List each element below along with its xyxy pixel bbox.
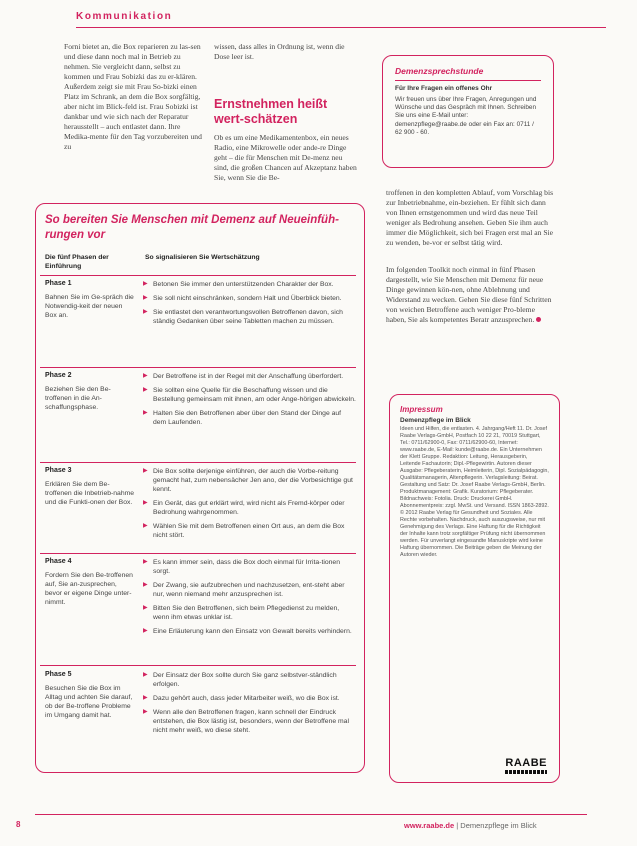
phase-name: Phase 1 bbox=[45, 280, 72, 287]
phase-bullet: ▶ Der Zwang, sie aufzubrechen und nachzusetzen, ent-steht aber nur, wenn niemand mehr anzusprechen ist. bbox=[143, 581, 356, 599]
footer-tagline: Demenzpflege im Blick bbox=[460, 821, 537, 830]
intro-mid-text: wissen, dass alles in Ordnung ist, wenn die Dose leer ist. bbox=[214, 42, 345, 61]
raabe-logo-stripes bbox=[505, 770, 547, 774]
phase-cell bbox=[45, 558, 135, 607]
page-number: 8 bbox=[16, 820, 21, 829]
phase-bullet: ▶ Der Einsatz der Box sollte durch Sie ganz selbstver-ständlich erfolgen. bbox=[143, 671, 356, 689]
phase-description: Beziehen Sie den Be-troffenen in die An-schaffungsphase. bbox=[45, 386, 111, 411]
phase-description: Fordern Sie den Be-troffenen auf, Sie an-zusprechen, bevor er eigene Dinge unter-nimmt. bbox=[45, 572, 133, 606]
phase-description: Bahnen Sie im Ge-spräch die Notwendig-keit der neuen Box an. bbox=[45, 294, 134, 319]
phase-description: Besuchen Sie die Box im Alltag und achten Sie darauf, ob der Be-troffene Probleme im Umgang damit hat. bbox=[45, 685, 133, 719]
phase-name: Phase 2 bbox=[45, 372, 72, 379]
phase-name: Phase 3 bbox=[45, 467, 72, 474]
phase-bullet: ▶ Wenn alle den Betroffenen fragen, kann schnell der Eindruck entstehen, die Box lästig ist, besonders, wenn der Betroffene mal nicht mehr weiß, wo diese steht. bbox=[143, 708, 356, 735]
demenz-box-title: Demenzsprechstunde bbox=[395, 66, 484, 76]
phase-bullet: ▶ Es kann immer sein, dass die Box doch einmal für Irrita-tionen sorgt. bbox=[143, 558, 356, 576]
footer-rule bbox=[35, 814, 587, 815]
demenz-box-rule bbox=[395, 80, 541, 81]
right-body-text-2 bbox=[386, 265, 554, 325]
phase-bullets bbox=[143, 280, 356, 331]
footer-url[interactable]: www.raabe.de bbox=[404, 821, 455, 830]
phase-bullet: ▶ Der Betroffene ist in der Regel mit der Anschaffung überfordert. bbox=[143, 372, 356, 381]
phase-bullet: ▶ Sie entlastet den verantwortungsvollen Betroffenen davon, sich ständig Gedanken über seine Tabletten machen zu müssen. bbox=[143, 308, 356, 326]
phase-separator bbox=[40, 462, 356, 463]
phase-bullet: ▶ Die Box sollte derjenige einführen, der auch die Vorbe-reitung gemacht hat, zum nebensächer Jen ano, der die Vorbesichtige gut kennt. bbox=[143, 467, 356, 494]
phase-bullet: ▶ Sie sollten eine Quelle für die Beschaffung wissen und die Bestellung gemeinsam mit ihnen, am oder Ange-hörigen abwickeln. bbox=[143, 386, 356, 404]
header-separator bbox=[40, 275, 356, 276]
phase-bullet: ▶ Eine Erläuterung kann den Einsatz von Gewalt bereits verhindern. bbox=[143, 627, 356, 636]
phase-bullet: ▶ Ein Gerät, das gut erklärt wird, wird nicht als Fremd-körper oder Bedrohung wahrgenommen. bbox=[143, 499, 356, 517]
phase-cell bbox=[45, 372, 135, 412]
phase-bullets bbox=[143, 558, 356, 641]
phase-description: Erklären Sie dem Be-troffenen die Inbetrieb-nahme und die Funkti-onen der Box. bbox=[45, 481, 135, 506]
toolkit-title: So bereiten Sie Menschen mit Demenz auf Neueinfüh-rungen vor bbox=[45, 214, 339, 241]
col-header-phases: Die fünf Phasen der Einführung bbox=[45, 254, 109, 270]
raabe-logo-text: RAABE bbox=[505, 757, 547, 769]
raabe-logo bbox=[505, 757, 547, 774]
impressum-subtitle: Demenzpflege im Blick bbox=[400, 417, 471, 424]
phase-cell bbox=[45, 280, 135, 320]
end-mark bbox=[536, 317, 541, 322]
phase-cell bbox=[45, 671, 135, 720]
phase-bullet: ▶ Halten Sie den Betroffenen aber über den Stand der Dinge auf dem Laufenden. bbox=[143, 409, 356, 427]
footer-right bbox=[404, 821, 537, 830]
phase-name: Phase 4 bbox=[45, 558, 72, 565]
section-subhead: Ernstnehmen heißt wert-schätzen bbox=[214, 97, 328, 126]
phase-separator bbox=[40, 553, 356, 554]
phase-cell bbox=[45, 467, 135, 507]
right-body-text-2-content: Im folgenden Toolkit noch einmal in fünf Phasen dargestellt, wie Sie Menschen mit Demenz für neue Dinge gewinnen kön-nen, ohne Ablehnung und Widerstand zu wecken. Gehen Sie diese fünf Schritten von weichen Betroffene auch weniger Pro-bleme haben, Sie als kompetentes Beratr anzusprechen. bbox=[386, 265, 552, 324]
col-header-wertschaetzung: So signalisieren Sie Wertschätzung bbox=[145, 254, 260, 261]
demenz-box-subtitle: Für Ihre Fragen ein offenes Ohr bbox=[395, 85, 493, 92]
section-label: Kommunikation bbox=[76, 11, 173, 22]
phase-bullets bbox=[143, 467, 356, 545]
phase-bullet: ▶ Betonen Sie immer den unterstützenden Charakter der Box. bbox=[143, 280, 356, 289]
intro-left-text: Forni bietet an, die Box reparieren zu las-sen und diese dann noch mal in Betrieb zu nehmen. Sie vergleicht dann, selbst zu kommen und Frau Sobizki das zu er-klären. Außerdem zeigt sie mit Frau So-bizki einen Platz im Schrank, an dem die Box sorgfältig, aber nicht im Blick-feld ist. Frau Sobizki ist dankbar und wie sich nach der Reparatur herausstellt – auch entlastet dann. Ihre Medika-mente für den Tag vorzubereiten und zu bbox=[64, 42, 202, 151]
impressum-box bbox=[389, 394, 560, 783]
impressum-text: Ideen und Hilfen, die entlasten. 4. Jahrgang/Heft 11. Dr. Josef Raabe Verlags-GmbH, Postfach 10 22 21, 70019 Stuttgart, Tel.: 0711/62900-0, Fax: 0711/62900-60, Internet: www.raabe.de, E-Mail: kunde@raabe.de. Ein Unternehmen der Klett Gruppe. Redaktion: Leitung, Herausgeberin, Leitende Fachautorin; Dipl.-Pflegewirtin. Autoren dieser Ausgabe: Pflegeberaterin, Heimleiterin, Dipl. Sozialpädagogin, Qualitätsmanagerin, Altenpflegerin. Verlagsleitung: Beirat. Gestaltung und Satz: Dr. Josef Raabe Verlags-GmbH, Berlin. Produktmanagement: Grafik. Kuratorium: Pflegeberater. Bildnachweis: Fotolia. Druck: Druckerei GmbH. Abonnementpreis: zzgl. MwSt. und Versand. ISSN 1863-2892. © 2012 Raabe Verlag für Gesundheit und Soziales. Alle Rechte vorbehalten. Nachdruck, auch auszugsweise, nur mit Genehmigung des Verlags. Eine Haftung für die Richtigkeit der Inhalte kann trotz sorgfältiger Prüfung nicht übernommen werden. Für unverlangt eingesandte Manuskripte wird keine Haftung übernommen. Die Beiträge geben die Meinung der Autoren wieder. bbox=[400, 426, 549, 558]
phase-separator bbox=[40, 367, 356, 368]
phase-bullets bbox=[143, 372, 356, 432]
footer-sep: | bbox=[456, 821, 459, 830]
demenz-box-text: Wir freuen uns über Ihre Fragen, Anregungen und Wünsche und das Gespräch mit Ihnen. Schreiben Sie uns eine E-Mail unter: demenzpflege@raabe.de oder ein Fax an: 0711 / 62 900 - 60. bbox=[395, 96, 537, 136]
demenz-box bbox=[382, 55, 554, 168]
right-body-text: troffenen in den kompletten Ablauf, vom Vorschlag bis zur Inbetriebnahme, ein-beziehen. Er fühlt sich dann von Ihnen ernstgenommen und wird das neue Teil weniger als Bedrohung ansehen. Geben Sie ihm auch immer die Möglichkeit, sich bei Fragen erst mal an Sie zu wenden, be-vor er selbst tätig wird. bbox=[386, 188, 554, 247]
phase-name: Phase 5 bbox=[45, 671, 72, 678]
phase-bullet: ▶ Bitten Sie den Betroffenen, sich beim Pflegedienst zu melden, wenn ihm etwas unklar ist. bbox=[143, 604, 356, 622]
impressum-title: Impressum bbox=[400, 405, 443, 414]
phase-bullets bbox=[143, 671, 356, 740]
phase-bullet: ▶ Sie soll nicht einschränken, sondern Halt und Überblick bieten. bbox=[143, 294, 356, 303]
phase-bullet: ▶ Dazu gehört auch, dass jeder Mitarbeiter weiß, wo die Box ist. bbox=[143, 694, 356, 703]
phase-bullet: ▶ Wählen Sie mit dem Betroffenen einen Ort aus, an dem die Box nicht stört. bbox=[143, 522, 356, 540]
header-rule bbox=[76, 27, 606, 28]
mid-body-text: Ob es um eine Medikamentenbox, ein neues Radio, eine Mikrowelle oder ande-re Dinge geht – die für Menschen mit De-menz neu sind, die großen Chancen auf Akzeptanz haben Sie, wenn Sie die Be- bbox=[214, 133, 357, 182]
phase-separator bbox=[40, 665, 356, 666]
